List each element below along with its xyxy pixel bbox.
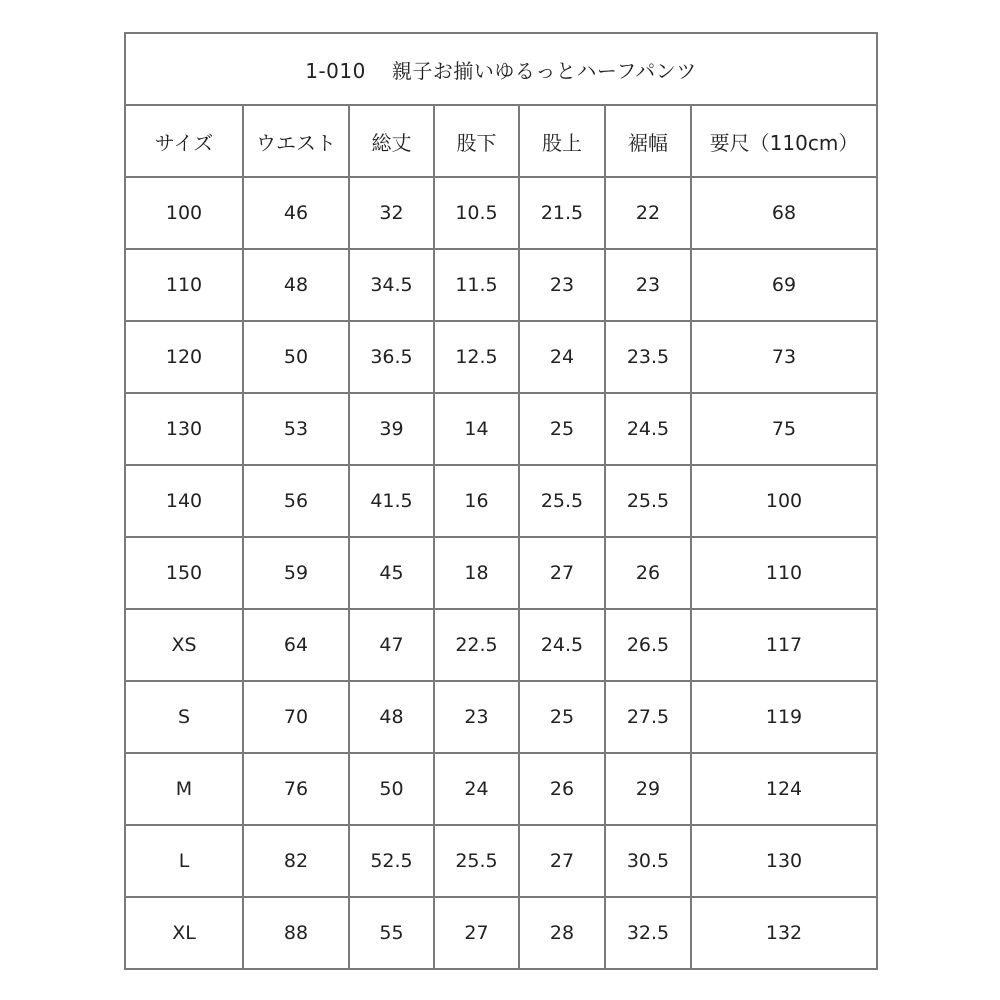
cell-total-length: 36.5 xyxy=(349,321,434,393)
cell-fabric-required: 132 xyxy=(691,897,877,969)
cell-fabric-required: 119 xyxy=(691,681,877,753)
cell-size: XS xyxy=(125,609,243,681)
table-row xyxy=(125,825,877,897)
cell-total-length: 45 xyxy=(349,537,434,609)
cell-fabric-required: 110 xyxy=(691,537,877,609)
cell-inseam: 14 xyxy=(434,393,519,465)
header-size: サイズ xyxy=(125,105,243,177)
cell-hem-width: 23 xyxy=(605,249,691,321)
cell-rise: 24.5 xyxy=(519,609,605,681)
cell-total-length: 55 xyxy=(349,897,434,969)
cell-rise: 27 xyxy=(519,825,605,897)
cell-total-length: 41.5 xyxy=(349,465,434,537)
cell-rise: 25 xyxy=(519,393,605,465)
cell-inseam: 23 xyxy=(434,681,519,753)
cell-size: 120 xyxy=(125,321,243,393)
cell-waist: 48 xyxy=(243,249,349,321)
header-waist: ウエスト xyxy=(243,105,349,177)
table-row xyxy=(125,897,877,969)
cell-fabric-required: 100 xyxy=(691,465,877,537)
cell-inseam: 16 xyxy=(434,465,519,537)
cell-size: S xyxy=(125,681,243,753)
cell-rise: 27 xyxy=(519,537,605,609)
cell-inseam: 10.5 xyxy=(434,177,519,249)
cell-hem-width: 29 xyxy=(605,753,691,825)
table-row xyxy=(125,681,877,753)
cell-rise: 25.5 xyxy=(519,465,605,537)
cell-fabric-required: 130 xyxy=(691,825,877,897)
cell-inseam: 27 xyxy=(434,897,519,969)
cell-total-length: 39 xyxy=(349,393,434,465)
header-fabric-required: 要尺（110cm） xyxy=(691,105,877,177)
table-title xyxy=(125,33,877,105)
table-row xyxy=(125,753,877,825)
cell-hem-width: 25.5 xyxy=(605,465,691,537)
cell-hem-width: 27.5 xyxy=(605,681,691,753)
cell-fabric-required: 124 xyxy=(691,753,877,825)
cell-waist: 59 xyxy=(243,537,349,609)
table-row xyxy=(125,249,877,321)
cell-inseam: 11.5 xyxy=(434,249,519,321)
cell-fabric-required: 73 xyxy=(691,321,877,393)
cell-fabric-required: 68 xyxy=(691,177,877,249)
cell-waist: 46 xyxy=(243,177,349,249)
header-inseam: 股下 xyxy=(434,105,519,177)
cell-fabric-required: 69 xyxy=(691,249,877,321)
cell-total-length: 47 xyxy=(349,609,434,681)
header-rise: 股上 xyxy=(519,105,605,177)
table-row xyxy=(125,609,877,681)
cell-inseam: 12.5 xyxy=(434,321,519,393)
cell-waist: 56 xyxy=(243,465,349,537)
product-name: 親子お揃いゆるっとハーフパンツ xyxy=(391,58,697,83)
cell-hem-width: 32.5 xyxy=(605,897,691,969)
cell-waist: 64 xyxy=(243,609,349,681)
cell-inseam: 18 xyxy=(434,537,519,609)
cell-hem-width: 24.5 xyxy=(605,393,691,465)
cell-inseam: 24 xyxy=(434,753,519,825)
cell-total-length: 50 xyxy=(349,753,434,825)
cell-hem-width: 26 xyxy=(605,537,691,609)
header-hem-width: 裾幅 xyxy=(605,105,691,177)
cell-size: L xyxy=(125,825,243,897)
cell-hem-width: 30.5 xyxy=(605,825,691,897)
cell-waist: 50 xyxy=(243,321,349,393)
cell-inseam: 22.5 xyxy=(434,609,519,681)
cell-hem-width: 23.5 xyxy=(605,321,691,393)
cell-size: 140 xyxy=(125,465,243,537)
cell-rise: 25 xyxy=(519,681,605,753)
cell-waist: 76 xyxy=(243,753,349,825)
cell-inseam: 25.5 xyxy=(434,825,519,897)
product-code: 1-010 xyxy=(305,58,366,83)
cell-fabric-required: 75 xyxy=(691,393,877,465)
cell-waist: 82 xyxy=(243,825,349,897)
table-row xyxy=(125,393,877,465)
cell-size: 150 xyxy=(125,537,243,609)
cell-waist: 70 xyxy=(243,681,349,753)
table-row xyxy=(125,537,877,609)
cell-total-length: 52.5 xyxy=(349,825,434,897)
table-body xyxy=(125,177,877,969)
cell-waist: 88 xyxy=(243,897,349,969)
cell-size: M xyxy=(125,753,243,825)
cell-hem-width: 26.5 xyxy=(605,609,691,681)
cell-total-length: 32 xyxy=(349,177,434,249)
cell-waist: 53 xyxy=(243,393,349,465)
cell-size: XL xyxy=(125,897,243,969)
header-row xyxy=(125,105,877,177)
size-chart-table xyxy=(124,32,878,970)
title-row xyxy=(125,33,877,105)
cell-fabric-required: 117 xyxy=(691,609,877,681)
cell-rise: 24 xyxy=(519,321,605,393)
table-row xyxy=(125,321,877,393)
cell-rise: 28 xyxy=(519,897,605,969)
cell-total-length: 34.5 xyxy=(349,249,434,321)
cell-total-length: 48 xyxy=(349,681,434,753)
table-row xyxy=(125,177,877,249)
cell-hem-width: 22 xyxy=(605,177,691,249)
cell-size: 100 xyxy=(125,177,243,249)
table-row xyxy=(125,465,877,537)
cell-rise: 23 xyxy=(519,249,605,321)
cell-size: 110 xyxy=(125,249,243,321)
header-total-length: 総丈 xyxy=(349,105,434,177)
cell-rise: 21.5 xyxy=(519,177,605,249)
cell-rise: 26 xyxy=(519,753,605,825)
cell-size: 130 xyxy=(125,393,243,465)
